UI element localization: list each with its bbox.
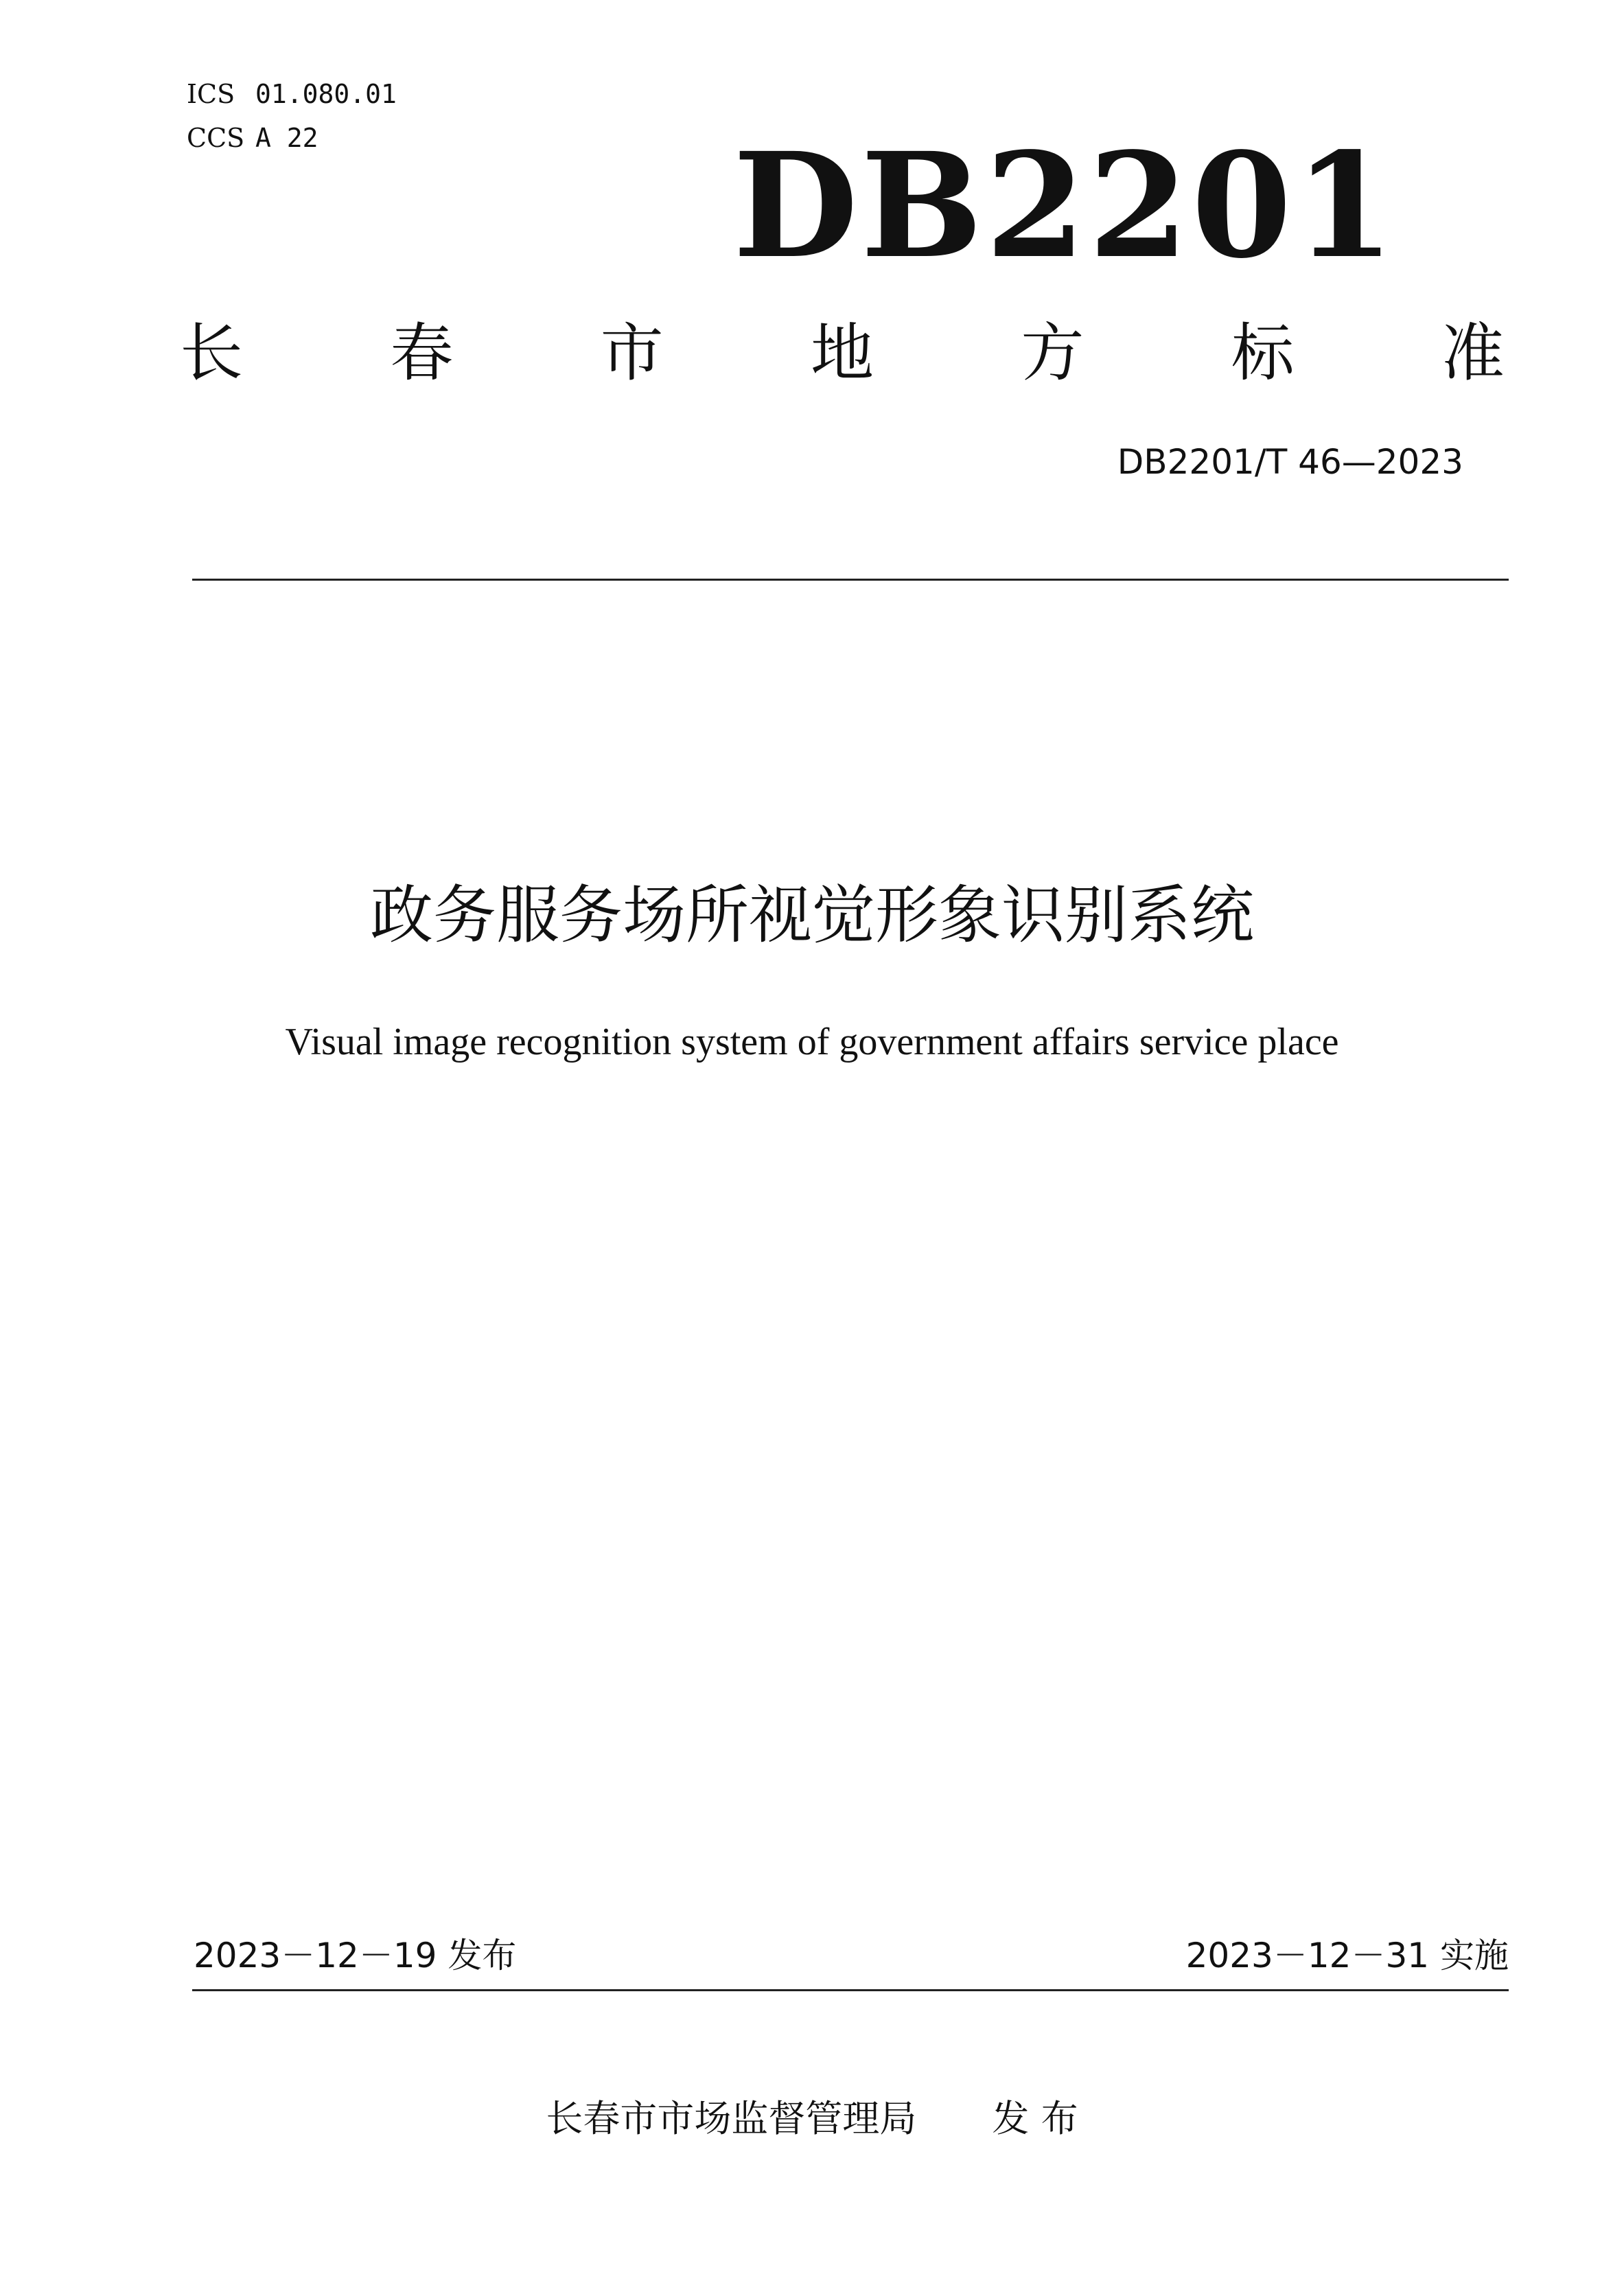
ics-value: 01.080.01 bbox=[255, 79, 397, 109]
document-title-cn: 政务服务场所视觉形象识别系统 bbox=[369, 879, 1254, 952]
db-code-logo: DB2201 bbox=[732, 121, 1397, 290]
ics-line bbox=[187, 81, 397, 107]
standard-level-char: 准 bbox=[1441, 316, 1505, 390]
document-title-en: Visual image recognition system of government affairs service place bbox=[285, 1021, 1339, 1063]
implement-date: 2023－12－31 实施 bbox=[1185, 1936, 1509, 1975]
publish-word: 发 布 bbox=[992, 2097, 1078, 2140]
standard-level-char: 方 bbox=[1021, 316, 1084, 390]
publisher-row bbox=[0, 2097, 1624, 2140]
ccs-label: CCS bbox=[187, 123, 245, 153]
publisher-name: 长春市市场监督管理局 bbox=[546, 2097, 917, 2140]
issue-date: 2023－12－19 发布 bbox=[194, 1936, 517, 1975]
standard-level-char: 长 bbox=[180, 316, 244, 390]
standard-level-char: 春 bbox=[390, 316, 454, 390]
bottom-divider bbox=[192, 1989, 1509, 1991]
ccs-line bbox=[187, 125, 318, 151]
ics-label: ICS bbox=[187, 79, 235, 109]
standard-level-title bbox=[180, 312, 1505, 395]
standard-level-char: 地 bbox=[810, 316, 874, 390]
standard-level-char: 标 bbox=[1231, 316, 1295, 390]
standard-number: DB2201/T 46—2023 bbox=[1117, 442, 1463, 482]
top-divider bbox=[192, 579, 1509, 581]
ccs-value: A 22 bbox=[255, 123, 318, 153]
standard-level-char: 市 bbox=[600, 316, 664, 390]
